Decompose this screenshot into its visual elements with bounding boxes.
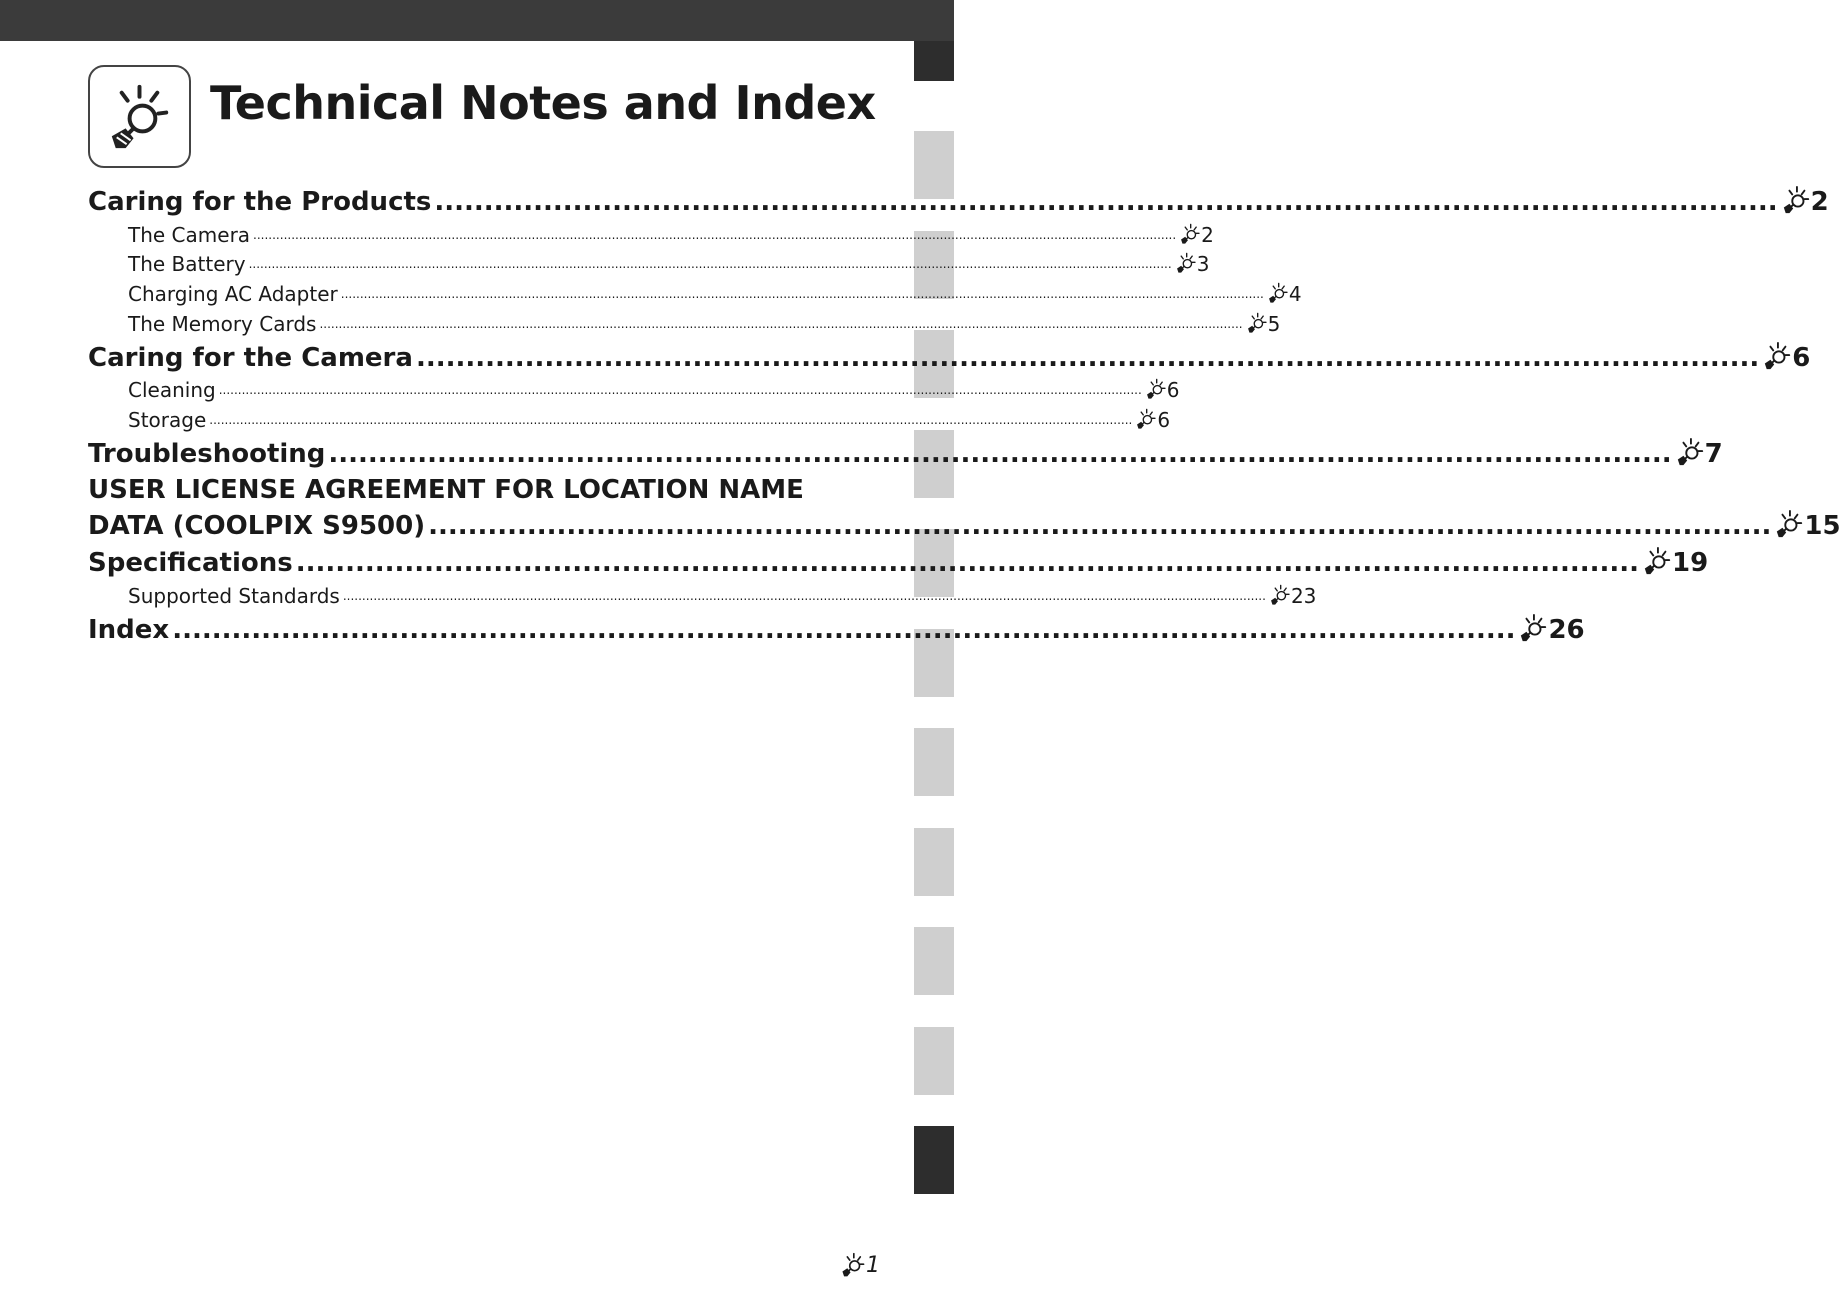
dot-leader: .................................................................................................................................................................................................................................................. [340,287,1264,302]
side-tab-9[interactable] [914,927,954,995]
technical-notes-icon [1267,282,1289,304]
toc-entry-label: USER LICENSE AGREEMENT FOR LOCATION NAME [88,475,804,506]
technical-notes-icon [1269,584,1291,606]
toc-page-number: 4 [1288,282,1302,307]
technical-notes-icon [1774,509,1804,539]
table-of-contents [88,180,1841,645]
technical-notes-icon [1179,223,1201,245]
toc-entry-label: Index [88,614,170,645]
side-tab-top[interactable] [914,41,954,81]
technical-notes-icon [1642,546,1672,576]
toc-entry-the-camera[interactable] [88,217,1214,247]
technical-notes-icon [840,1252,866,1278]
toc-page-number: 19 [1671,548,1709,579]
toc-entry-the-battery[interactable] [88,247,1210,277]
dot-leader: .................................................................................................................................................................................................................................................. [218,383,1142,398]
toc-entry-label: Storage [128,408,207,433]
toc-entry-label: Troubleshooting [88,439,326,470]
dot-leader: ........................................................................................................................................ [172,614,1516,645]
technical-notes-icon [1781,185,1811,215]
page-title: Technical Notes and Index [210,76,876,130]
side-tab-8[interactable] [914,828,954,896]
dot-leader: ........................................................................................................................................ [434,187,1778,217]
dot-leader: .................................................................................................................................................................................................................................................. [342,588,1266,603]
toc-entry-label: Supported Standards [128,583,340,608]
technical-notes-icon [1762,341,1792,371]
toc-entry-label: Specifications [88,548,293,579]
dot-leader: ........................................................................................................................................ [415,342,1760,373]
toc-page-number: 2 [1201,222,1214,247]
toc-entry-label: Cleaning [128,378,216,403]
toc-page-number: 26 [1548,614,1585,645]
dot-leader: ........................................................................................................................................ [295,548,1639,579]
top-bar [0,0,954,41]
toc-entry-storage[interactable] [88,402,1171,433]
technical-notes-icon [1145,378,1167,400]
side-tab-10[interactable] [914,1027,954,1095]
toc-entry-user-license-agreement-line1[interactable] [88,469,866,505]
toc-entry-label: Caring for the Products [88,187,432,217]
dot-leader: .................................................................................................................................................................................................................................................. [248,257,1172,272]
dot-leader: ........................................................................................................................................ [328,439,1672,470]
toc-page-number: 15 [1804,511,1841,542]
side-tab-7[interactable] [914,728,954,796]
toc-entry-charging-ac-adapter[interactable] [88,276,1302,307]
toc-entry-label: The Battery [128,252,246,277]
toc-entry-user-license-agreement[interactable] [88,505,1841,542]
toc-entry-caring-for-the-products[interactable] [88,180,1829,217]
side-tab-active[interactable] [914,1126,954,1194]
toc-page-number: 6 [1157,408,1171,433]
dot-leader: .................................................................................................................................................................................................................................................. [319,316,1243,331]
toc-page-number: 5 [1267,311,1281,336]
dot-leader: ........................................................................................................................................ [428,511,1772,542]
toc-entry-label: DATA (COOLPIX S9500) [88,511,426,542]
dot-leader: .................................................................................................................................................................................................................................................. [253,227,1177,242]
dot-leader: .................................................................................................................................................................................................................................................. [209,413,1133,428]
toc-entry-caring-for-the-camera[interactable] [88,336,1811,373]
page-number [840,1252,880,1278]
toc-entry-label: The Memory Cards [128,311,317,336]
toc-entry-index[interactable] [88,608,1585,645]
toc-page-number: 23 [1290,583,1317,608]
technical-notes-icon [1135,408,1157,430]
technical-notes-icon [1518,613,1548,643]
toc-page-number: 3 [1196,252,1210,277]
toc-page-number: 2 [1810,187,1829,217]
technical-notes-icon [1175,252,1197,274]
toc-entry-specifications[interactable] [88,541,1709,579]
toc-page-number: 6 [1166,378,1180,403]
toc-entry-troubleshooting[interactable] [88,432,1723,470]
toc-entry-cleaning[interactable] [88,373,1180,403]
technical-notes-icon [1246,312,1268,334]
toc-entry-label: Charging AC Adapter [128,282,338,307]
page-number-value: 1 [866,1253,880,1278]
toc-entry-label: The Camera [128,222,251,247]
toc-entry-label: Caring for the Camera [88,342,413,373]
toc-page-number: 7 [1704,439,1723,470]
toc-page-number: 6 [1792,342,1811,373]
technical-notes-icon [1675,437,1705,467]
technical-notes-bulb-icon [88,65,191,168]
toc-entry-supported-standards[interactable] [88,578,1317,608]
toc-entry-the-memory-cards[interactable] [88,306,1281,336]
